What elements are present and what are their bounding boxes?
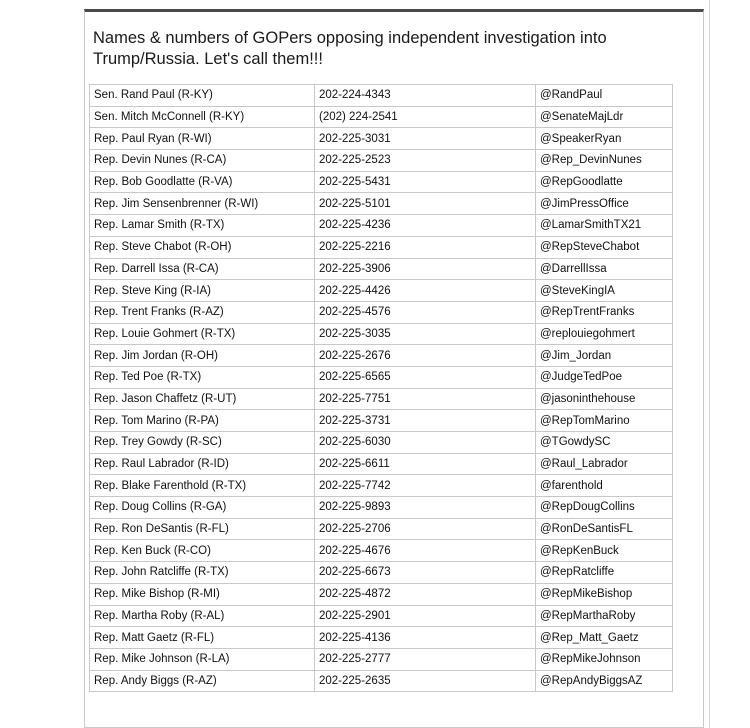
legislator-name-cell: Rep. Blake Farenthold (R-TX) bbox=[90, 475, 315, 497]
phone-number-cell: 202-225-2901 bbox=[315, 605, 536, 627]
twitter-handle-cell: @RepMikeBishop bbox=[536, 583, 673, 605]
legislator-name-cell: Rep. Jim Sensenbrenner (R-WI) bbox=[90, 193, 315, 215]
phone-number-cell: 202-225-7742 bbox=[315, 475, 536, 497]
phone-number-cell: 202-225-6030 bbox=[315, 432, 536, 454]
twitter-handle-cell: @Rep_DevinNunes bbox=[536, 150, 673, 172]
table-row bbox=[90, 648, 673, 670]
table-row bbox=[90, 236, 673, 258]
table-row bbox=[90, 106, 673, 128]
table-row bbox=[90, 128, 673, 150]
legislator-name-cell: Rep. Louie Gohmert (R-TX) bbox=[90, 323, 315, 345]
twitter-handle-cell: @replouiegohmert bbox=[536, 323, 673, 345]
legislator-name-cell: Rep. Ken Buck (R-CO) bbox=[90, 540, 315, 562]
table-row bbox=[90, 518, 673, 540]
phone-number-cell: 202-225-2777 bbox=[315, 648, 536, 670]
twitter-handle-cell: @RonDeSantisFL bbox=[536, 518, 673, 540]
legislator-name-cell: Rep. Raul Labrador (R-ID) bbox=[90, 453, 315, 475]
twitter-handle-cell: @RepAndyBiggsAZ bbox=[536, 670, 673, 692]
phone-number-cell: 202-225-9893 bbox=[315, 497, 536, 519]
twitter-handle-cell: @Jim_Jordan bbox=[536, 345, 673, 367]
twitter-handle-cell: @RepSteveChabot bbox=[536, 236, 673, 258]
legislator-name-cell: Rep. Mike Bishop (R-MI) bbox=[90, 583, 315, 605]
twitter-handle-cell: @SenateMajLdr bbox=[536, 106, 673, 128]
phone-number-cell: 202-225-2706 bbox=[315, 518, 536, 540]
twitter-handle-cell: @RandPaul bbox=[536, 85, 673, 107]
legislator-name-cell: Sen. Mitch McConnell (R-KY) bbox=[90, 106, 315, 128]
legislator-name-cell: Rep. Lamar Smith (R-TX) bbox=[90, 215, 315, 237]
table-row bbox=[90, 562, 673, 584]
twitter-handle-cell: @jasoninthehouse bbox=[536, 388, 673, 410]
legislator-name-cell: Rep. Steve Chabot (R-OH) bbox=[90, 236, 315, 258]
table-row bbox=[90, 215, 673, 237]
table-row bbox=[90, 366, 673, 388]
table-row bbox=[90, 345, 673, 367]
twitter-handle-cell: @RepTrentFranks bbox=[536, 301, 673, 323]
legislator-name-cell: Rep. Darrell Issa (R-CA) bbox=[90, 258, 315, 280]
phone-number-cell: 202-225-5101 bbox=[315, 193, 536, 215]
phone-number-cell: (202) 224-2541 bbox=[315, 106, 536, 128]
phone-number-cell: 202-225-3035 bbox=[315, 323, 536, 345]
table-row bbox=[90, 497, 673, 519]
phone-number-cell: 202-225-7751 bbox=[315, 388, 536, 410]
legislator-name-cell: Rep. Jim Jordan (R-OH) bbox=[90, 345, 315, 367]
phone-number-cell: 202-225-4872 bbox=[315, 583, 536, 605]
table-row bbox=[90, 193, 673, 215]
legislator-name-cell: Rep. John Ratcliffe (R-TX) bbox=[90, 562, 315, 584]
phone-number-cell: 202-225-6565 bbox=[315, 366, 536, 388]
twitter-handle-cell: @RepRatcliffe bbox=[536, 562, 673, 584]
legislator-name-cell: Rep. Bob Goodlatte (R-VA) bbox=[90, 171, 315, 193]
table-row bbox=[90, 540, 673, 562]
legislator-name-cell: Rep. Jason Chaffetz (R-UT) bbox=[90, 388, 315, 410]
table-row bbox=[90, 171, 673, 193]
twitter-handle-cell: @RepGoodlatte bbox=[536, 171, 673, 193]
twitter-handle-cell: @TGowdySC bbox=[536, 432, 673, 454]
legislator-name-cell: Rep. Matt Gaetz (R-FL) bbox=[90, 627, 315, 649]
phone-number-cell: 202-224-4343 bbox=[315, 85, 536, 107]
legislator-name-cell: Rep. Paul Ryan (R-WI) bbox=[90, 128, 315, 150]
phone-number-cell: 202-225-2676 bbox=[315, 345, 536, 367]
twitter-handle-cell: @SpeakerRyan bbox=[536, 128, 673, 150]
twitter-handle-cell: @RepKenBuck bbox=[536, 540, 673, 562]
twitter-handle-cell: @RepMikeJohnson bbox=[536, 648, 673, 670]
table-row bbox=[90, 258, 673, 280]
phone-number-cell: 202-225-3906 bbox=[315, 258, 536, 280]
legislator-name-cell: Rep. Mike Johnson (R-LA) bbox=[90, 648, 315, 670]
legislator-name-cell: Rep. Ron DeSantis (R-FL) bbox=[90, 518, 315, 540]
table-row bbox=[90, 301, 673, 323]
twitter-handle-cell: @RepTomMarino bbox=[536, 410, 673, 432]
headline: Names & numbers of GOPers opposing independent investigation into Trump/Russia. Let's call them!!! bbox=[93, 29, 607, 68]
phone-number-cell: 202-225-6673 bbox=[315, 562, 536, 584]
twitter-handle-cell: @farenthold bbox=[536, 475, 673, 497]
table-row bbox=[90, 432, 673, 454]
post-image-card bbox=[84, 9, 704, 728]
legislator-name-cell: Rep. Devin Nunes (R-CA) bbox=[90, 150, 315, 172]
table-row bbox=[90, 150, 673, 172]
twitter-handle-cell: @JudgeTedPoe bbox=[536, 366, 673, 388]
table-row bbox=[90, 475, 673, 497]
twitter-handle-cell: @LamarSmithTX21 bbox=[536, 215, 673, 237]
twitter-handle-cell: @JimPressOffice bbox=[536, 193, 673, 215]
legislator-name-cell: Rep. Trey Gowdy (R-SC) bbox=[90, 432, 315, 454]
twitter-handle-cell: @DarrellIssa bbox=[536, 258, 673, 280]
twitter-handle-cell: @RepMarthaRoby bbox=[536, 605, 673, 627]
table-row bbox=[90, 388, 673, 410]
phone-number-cell: 202-225-4676 bbox=[315, 540, 536, 562]
twitter-handle-cell: @RepDougCollins bbox=[536, 497, 673, 519]
contact-table-body bbox=[90, 85, 673, 692]
table-row bbox=[90, 323, 673, 345]
table-row bbox=[90, 583, 673, 605]
table-row bbox=[90, 627, 673, 649]
legislator-name-cell: Rep. Trent Franks (R-AZ) bbox=[90, 301, 315, 323]
legislator-name-cell: Rep. Tom Marino (R-PA) bbox=[90, 410, 315, 432]
phone-number-cell: 202-225-6611 bbox=[315, 453, 536, 475]
twitter-handle-cell: @SteveKingIA bbox=[536, 280, 673, 302]
legislator-name-cell: Sen. Rand Paul (R-KY) bbox=[90, 85, 315, 107]
phone-number-cell: 202-225-3031 bbox=[315, 128, 536, 150]
phone-number-cell: 202-225-4236 bbox=[315, 215, 536, 237]
phone-number-cell: 202-225-4576 bbox=[315, 301, 536, 323]
legislator-name-cell: Rep. Ted Poe (R-TX) bbox=[90, 366, 315, 388]
right-divider bbox=[709, 0, 710, 728]
table-row bbox=[90, 85, 673, 107]
twitter-handle-cell: @Raul_Labrador bbox=[536, 453, 673, 475]
phone-number-cell: 202-225-2635 bbox=[315, 670, 536, 692]
phone-number-cell: 202-225-5431 bbox=[315, 171, 536, 193]
legislator-name-cell: Rep. Steve King (R-IA) bbox=[90, 280, 315, 302]
phone-number-cell: 202-225-2216 bbox=[315, 236, 536, 258]
table-row bbox=[90, 410, 673, 432]
table-row bbox=[90, 670, 673, 692]
legislator-name-cell: Rep. Doug Collins (R-GA) bbox=[90, 497, 315, 519]
twitter-handle-cell: @Rep_Matt_Gaetz bbox=[536, 627, 673, 649]
table-row bbox=[90, 280, 673, 302]
table-row bbox=[90, 453, 673, 475]
phone-number-cell: 202-225-4426 bbox=[315, 280, 536, 302]
phone-number-cell: 202-225-2523 bbox=[315, 150, 536, 172]
contact-table bbox=[89, 84, 673, 692]
legislator-name-cell: Rep. Martha Roby (R-AL) bbox=[90, 605, 315, 627]
phone-number-cell: 202-225-3731 bbox=[315, 410, 536, 432]
legislator-name-cell: Rep. Andy Biggs (R-AZ) bbox=[90, 670, 315, 692]
table-row bbox=[90, 605, 673, 627]
phone-number-cell: 202-225-4136 bbox=[315, 627, 536, 649]
